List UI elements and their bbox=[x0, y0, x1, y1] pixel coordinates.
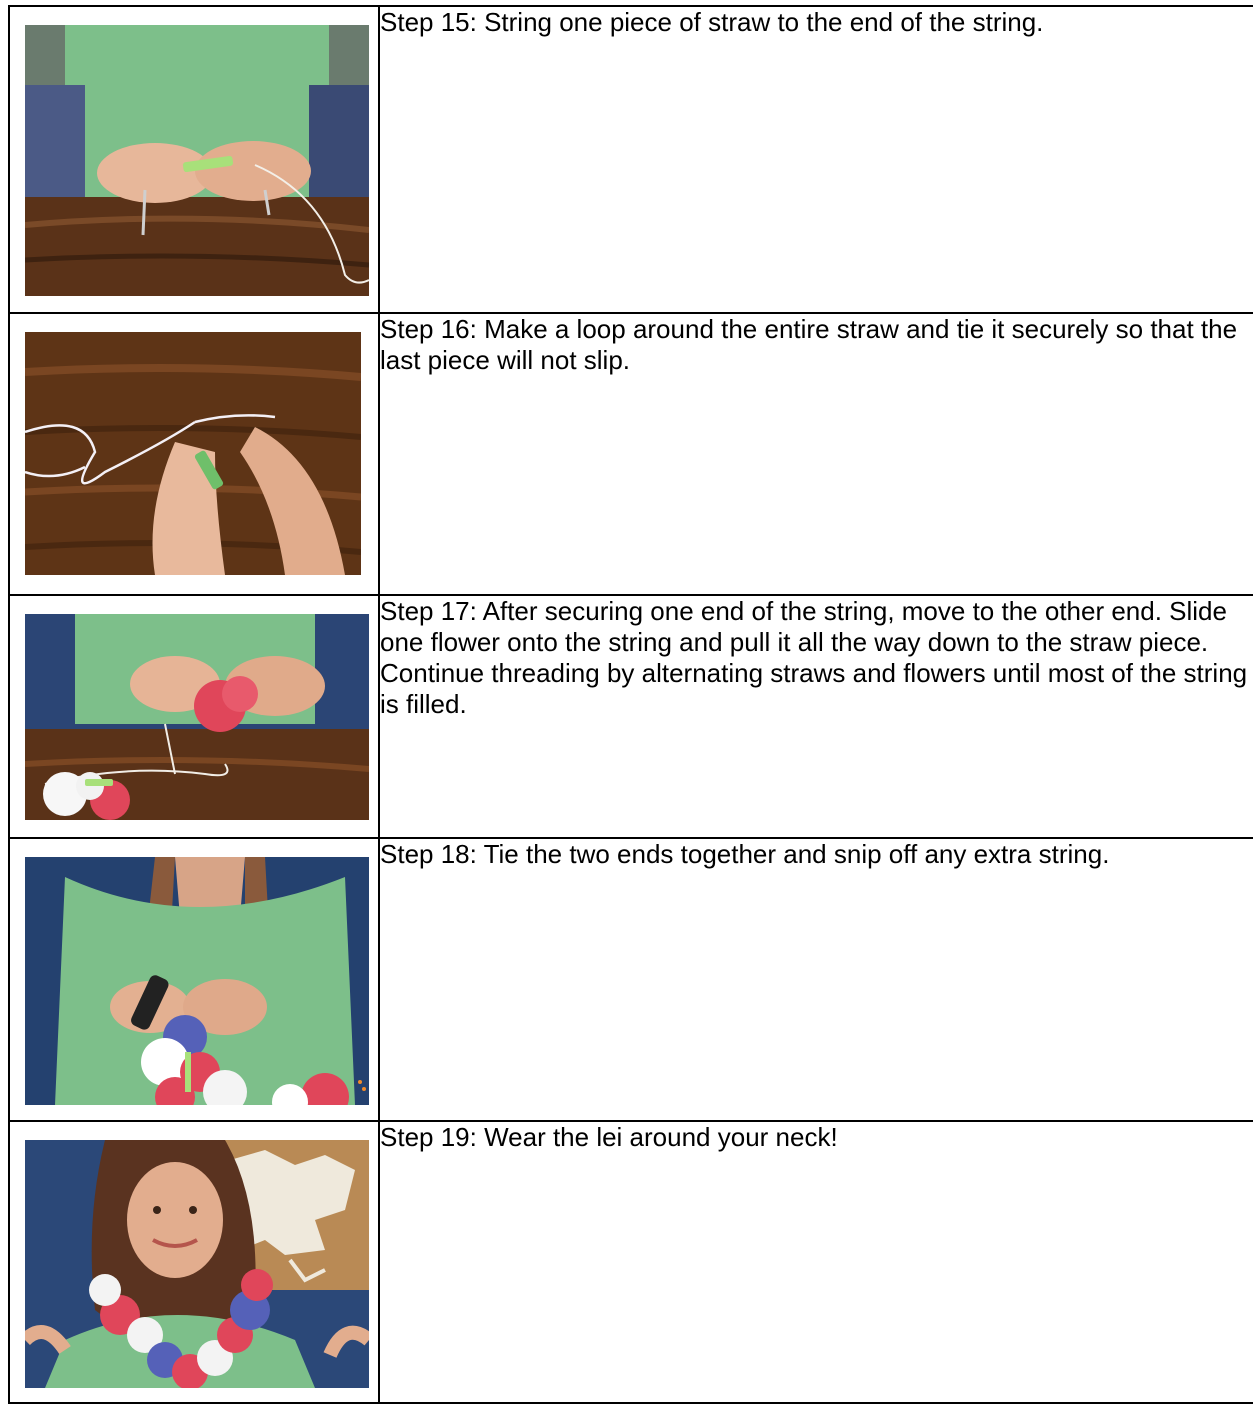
steps-table bbox=[8, 5, 1253, 1404]
step-image-cell bbox=[9, 595, 379, 838]
step-image-cell bbox=[9, 838, 379, 1121]
hands-threading-straw-photo bbox=[25, 25, 369, 296]
step-text: Step 19: Wear the lei around your neck! bbox=[380, 1122, 838, 1152]
step-text-cell bbox=[379, 6, 1253, 313]
step-row bbox=[9, 838, 1253, 1121]
step-text: Step 15: String one piece of straw to the end of the string. bbox=[380, 7, 1044, 37]
step-text: Step 18: Tie the two ends together and snip off any extra string. bbox=[380, 839, 1110, 869]
step-row bbox=[9, 6, 1253, 313]
woman-wearing-lei-photo bbox=[25, 1140, 369, 1388]
step-image-cell bbox=[9, 1121, 379, 1403]
step-row bbox=[9, 313, 1253, 595]
step-text: Step 16: Make a loop around the entire straw and tie it securely so that the last piece will not slip. bbox=[380, 314, 1238, 375]
snipping-string-photo bbox=[25, 857, 369, 1105]
step-row bbox=[9, 1121, 1253, 1403]
step-image-cell bbox=[9, 6, 379, 313]
step-image-cell bbox=[9, 313, 379, 595]
step-text-cell bbox=[379, 595, 1253, 838]
step-row bbox=[9, 595, 1253, 838]
step-text-cell bbox=[379, 1121, 1253, 1403]
step-text-cell bbox=[379, 313, 1253, 595]
step-text: Step 17: After securing one end of the string, move to the other end. Slide one flower onto the string and pull it all the way down to the straw piece. Continue threading by alternating straws and flowers until most of the string is filled. bbox=[380, 596, 1248, 719]
step-text-cell bbox=[379, 838, 1253, 1121]
threading-flower-photo bbox=[25, 614, 369, 820]
hands-tying-loop-photo bbox=[25, 332, 361, 575]
